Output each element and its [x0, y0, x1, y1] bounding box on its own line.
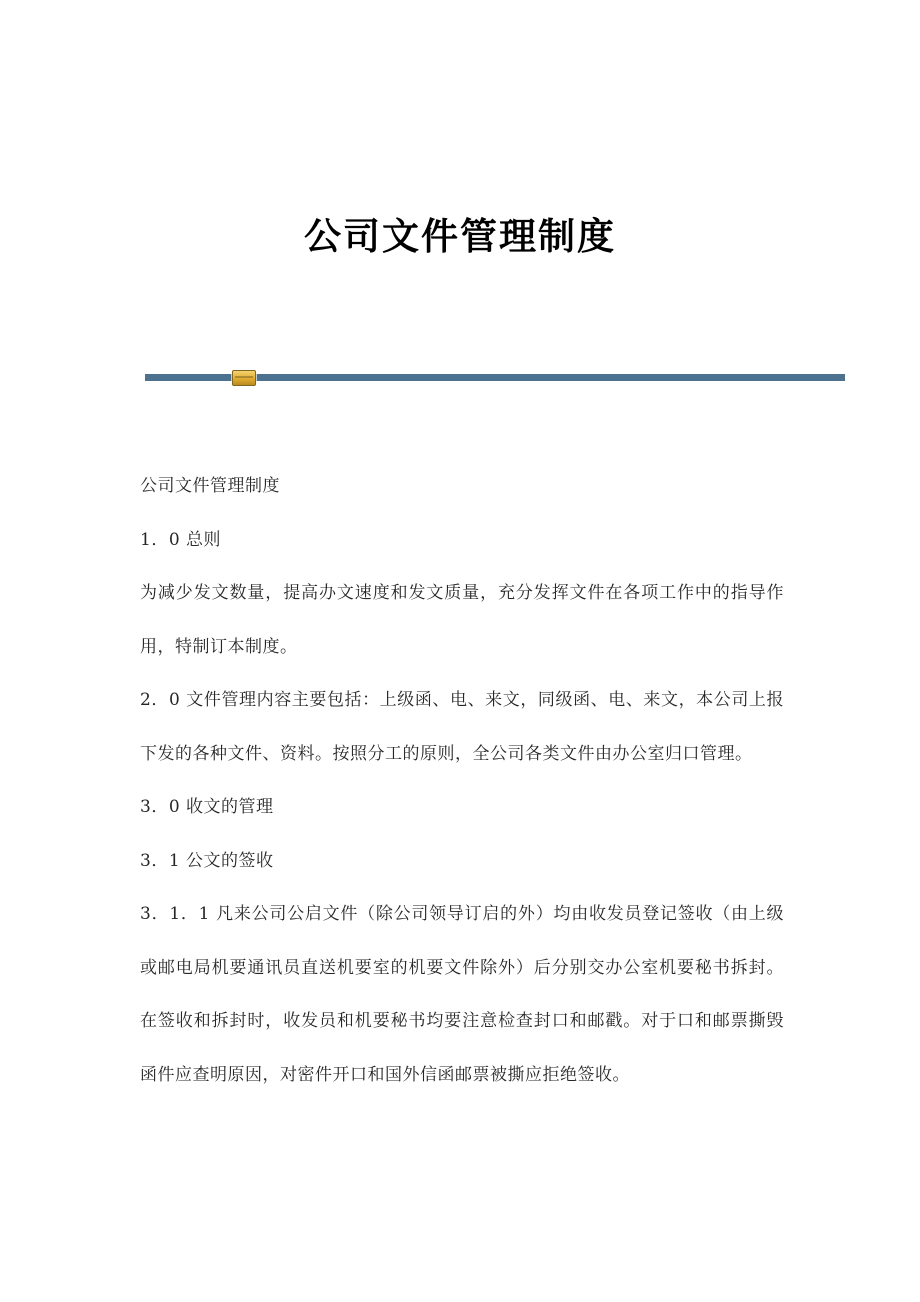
paragraph: 3．1 公文的签收 — [140, 850, 274, 871]
paragraph: 公司文件管理制度 — [140, 476, 280, 496]
paragraph: 为减少发文数量，提高办文速度和发文质量，充分发挥文件在各项工作中的指导作用，特制订本制度。 — [140, 583, 784, 657]
paragraph: 3．1．1 凡来公司公启文件（除公司领导订启的外）均由收发员登记签收（由上级或邮电局机要通讯员直送机要室的机要文件除外）后分别交办公室机要秘书拆封。在签收和拆封时，收发员和机要秘书均要注意检查封口和邮戳。对于口和邮票撕毁函件应查明原因，对密件开口和国外信函邮票被撕应拒绝签收。 — [140, 904, 784, 1085]
gold-ornament-icon — [232, 370, 256, 386]
paragraph: 1．0 总则 — [140, 529, 222, 550]
decorative-divider — [145, 373, 845, 383]
document-body — [140, 460, 784, 1102]
document-title: 公司文件管理制度 — [304, 214, 616, 258]
paragraph: 3．0 收文的管理 — [140, 797, 274, 817]
paragraph: 2．0 文件管理内容主要包括：上级函、电、来文，同级函、电、来文，本公司上报下发的各种文件、资料。按照分工的原则，全公司各类文件由办公室归口管理。 — [140, 690, 784, 764]
